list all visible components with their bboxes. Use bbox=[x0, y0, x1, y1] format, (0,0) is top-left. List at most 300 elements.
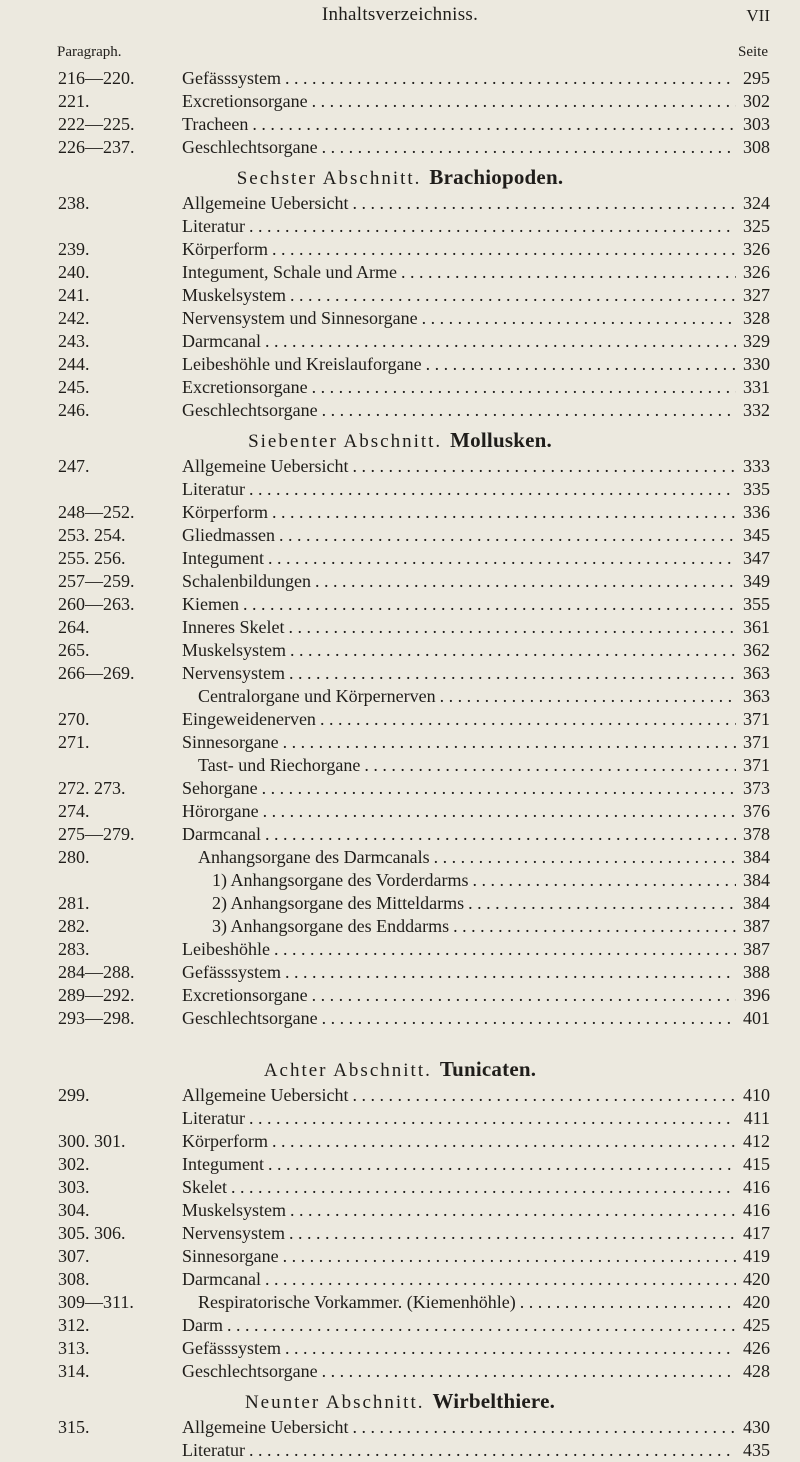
toc-entry[interactable] bbox=[0, 284, 800, 307]
paragraph-number: 247. bbox=[58, 456, 90, 476]
toc-entry[interactable] bbox=[0, 1291, 800, 1314]
paragraph-number: 241. bbox=[58, 285, 90, 305]
entry-label: Inneres Skelet bbox=[182, 617, 285, 637]
paragraph-number: 272. 273. bbox=[58, 778, 126, 798]
toc-entry[interactable] bbox=[0, 1107, 800, 1130]
dot-leader bbox=[320, 708, 736, 731]
entry-label: Muskelsystem bbox=[182, 640, 287, 660]
paragraph-number: 275—279. bbox=[58, 824, 135, 844]
section-heading bbox=[0, 1383, 800, 1416]
page-reference: 335 bbox=[743, 479, 770, 499]
entry-label: Integument bbox=[182, 548, 264, 568]
entry-label: Sinnesorgane bbox=[182, 1246, 279, 1266]
page-reference: 333 bbox=[743, 456, 770, 476]
dot-leader bbox=[268, 547, 736, 570]
dot-leader bbox=[265, 823, 736, 846]
paragraph-number: 226—237. bbox=[58, 137, 135, 157]
toc-entry[interactable] bbox=[0, 307, 800, 330]
dot-leader bbox=[285, 1337, 736, 1360]
entry-line bbox=[182, 777, 770, 800]
toc-entry[interactable] bbox=[0, 1130, 800, 1153]
entry-label: Darm bbox=[182, 1315, 223, 1335]
paragraph-number: 293—298. bbox=[58, 1008, 135, 1028]
entry-label: Tracheen bbox=[182, 114, 249, 134]
page-reference: 349 bbox=[743, 571, 770, 591]
entry-label: 3) Anhangsorgane des Enddarms bbox=[212, 916, 450, 936]
dot-leader bbox=[401, 261, 736, 284]
toc-entry[interactable] bbox=[0, 777, 800, 800]
entry-label: Körperform bbox=[182, 502, 268, 522]
section-number: Siebenter Abschnitt. bbox=[248, 431, 443, 452]
page-reference: 328 bbox=[743, 308, 770, 328]
entry-line bbox=[182, 961, 770, 984]
entry-label: Gefässsystem bbox=[182, 1338, 281, 1358]
entry-label: Excretionsorgane bbox=[182, 91, 308, 111]
entry-line bbox=[182, 192, 770, 215]
dot-leader bbox=[422, 307, 736, 330]
paragraph-number: 246. bbox=[58, 400, 90, 420]
page-reference: 371 bbox=[743, 732, 770, 752]
dot-leader bbox=[440, 685, 736, 708]
entry-label: Sehorgane bbox=[182, 778, 258, 798]
toc-entry[interactable] bbox=[0, 524, 800, 547]
dot-leader bbox=[453, 915, 736, 938]
toc-entry[interactable] bbox=[0, 399, 800, 422]
dot-leader bbox=[520, 1291, 736, 1314]
entry-line bbox=[182, 708, 770, 731]
entry-line bbox=[212, 915, 770, 938]
section-title: Mollusken. bbox=[450, 428, 552, 452]
dot-leader bbox=[364, 754, 736, 777]
paragraph-number: 274. bbox=[58, 801, 90, 821]
page-reference: 327 bbox=[743, 285, 770, 305]
toc-entry[interactable] bbox=[0, 1222, 800, 1245]
page-column-heading: Seite bbox=[738, 44, 768, 60]
entry-label: Muskelsystem bbox=[182, 285, 287, 305]
entry-line bbox=[182, 593, 770, 616]
entry-label: Excretionsorgane bbox=[182, 985, 308, 1005]
paragraph-number: 303. bbox=[58, 1177, 90, 1197]
toc-entry[interactable] bbox=[0, 869, 800, 892]
toc-entry[interactable] bbox=[0, 685, 800, 708]
entry-line bbox=[182, 330, 770, 353]
entry-line bbox=[182, 662, 770, 685]
dot-leader bbox=[262, 777, 736, 800]
paragraph-number: 216—220. bbox=[58, 68, 135, 88]
entry-line bbox=[182, 376, 770, 399]
toc-entry[interactable] bbox=[0, 1360, 800, 1383]
entry-label: Literatur bbox=[182, 1108, 245, 1128]
entry-line bbox=[182, 570, 770, 593]
entry-line bbox=[182, 1107, 770, 1130]
entry-line bbox=[182, 136, 770, 159]
page-reference: 376 bbox=[743, 801, 770, 821]
toc-entry[interactable] bbox=[0, 547, 800, 570]
entry-label: Allgemeine Uebersicht bbox=[182, 1085, 349, 1105]
entry-label: Integument bbox=[182, 1154, 264, 1174]
entry-label: Skelet bbox=[182, 1177, 227, 1197]
paragraph-number: 260—263. bbox=[58, 594, 135, 614]
page-reference: 361 bbox=[743, 617, 770, 637]
entry-line bbox=[182, 823, 770, 846]
toc-entry[interactable] bbox=[0, 961, 800, 984]
entry-line bbox=[182, 1176, 770, 1199]
page-reference: 416 bbox=[743, 1200, 770, 1220]
entry-label: Sinnesorgane bbox=[182, 732, 279, 752]
toc-entry[interactable] bbox=[0, 1337, 800, 1360]
dot-leader bbox=[468, 892, 736, 915]
toc-entry[interactable] bbox=[0, 570, 800, 593]
paragraph-number: 302. bbox=[58, 1154, 90, 1174]
entry-line bbox=[182, 616, 770, 639]
entry-label: Eingeweidenerven bbox=[182, 709, 316, 729]
entry-line bbox=[182, 284, 770, 307]
dot-leader bbox=[249, 215, 736, 238]
dot-leader bbox=[274, 938, 736, 961]
dot-leader bbox=[290, 1199, 736, 1222]
dot-leader bbox=[283, 731, 736, 754]
section-number: Sechster Abschnitt. bbox=[236, 168, 422, 189]
column-headings bbox=[0, 44, 800, 66]
toc-entry[interactable] bbox=[0, 238, 800, 261]
entry-label: Integument, Schale und Arme bbox=[182, 262, 397, 282]
paragraph-number: 270. bbox=[58, 709, 90, 729]
entry-line bbox=[198, 846, 770, 869]
entry-line bbox=[212, 869, 770, 892]
entry-line bbox=[182, 67, 770, 90]
page-number: VII bbox=[746, 6, 770, 25]
paragraph-number: 308. bbox=[58, 1269, 90, 1289]
toc-entry[interactable] bbox=[0, 192, 800, 215]
entry-line bbox=[182, 1360, 770, 1383]
toc-entry[interactable] bbox=[0, 455, 800, 478]
section-title: Wirbelthiere. bbox=[432, 1389, 556, 1413]
entry-label: 2) Anhangsorgane des Mitteldarms bbox=[212, 893, 465, 913]
toc-entry[interactable] bbox=[0, 800, 800, 823]
table-of-contents bbox=[0, 67, 800, 1462]
entry-line bbox=[182, 238, 770, 261]
entry-line bbox=[182, 1130, 770, 1153]
toc-entry[interactable] bbox=[0, 353, 800, 376]
toc-entry[interactable] bbox=[0, 136, 800, 159]
entry-line bbox=[182, 547, 770, 570]
paragraph-number: 313. bbox=[58, 1338, 90, 1358]
paragraph-number: 255. 256. bbox=[58, 548, 126, 568]
paragraph-number: 265. bbox=[58, 640, 90, 660]
toc-entry[interactable] bbox=[0, 1314, 800, 1337]
section-gap bbox=[0, 1030, 800, 1051]
toc-entry[interactable] bbox=[0, 754, 800, 777]
toc-entry[interactable] bbox=[0, 1176, 800, 1199]
dot-leader bbox=[272, 501, 736, 524]
page-reference: 345 bbox=[743, 525, 770, 545]
page-reference: 435 bbox=[743, 1440, 770, 1460]
page-reference: 384 bbox=[743, 870, 770, 890]
dot-leader bbox=[312, 984, 736, 1007]
dot-leader bbox=[434, 846, 736, 869]
section-heading bbox=[0, 159, 800, 192]
toc-entry[interactable] bbox=[0, 501, 800, 524]
toc-entry[interactable] bbox=[0, 113, 800, 136]
paragraph-number: 244. bbox=[58, 354, 90, 374]
dot-leader bbox=[322, 399, 736, 422]
toc-entry[interactable] bbox=[0, 731, 800, 754]
entry-label: Nervensystem und Sinnesorgane bbox=[182, 308, 418, 328]
entry-line bbox=[182, 1245, 770, 1268]
dot-leader bbox=[322, 1360, 736, 1383]
entry-label: Gefässsystem bbox=[182, 68, 281, 88]
entry-line bbox=[212, 892, 770, 915]
toc-entry[interactable] bbox=[0, 1199, 800, 1222]
dot-leader bbox=[263, 800, 736, 823]
toc-entry[interactable] bbox=[0, 616, 800, 639]
page-reference: 425 bbox=[743, 1315, 770, 1335]
page-reference: 332 bbox=[743, 400, 770, 420]
dot-leader bbox=[285, 67, 736, 90]
entry-label: Geschlechtsorgane bbox=[182, 1361, 318, 1381]
entry-line bbox=[198, 685, 770, 708]
toc-entry[interactable] bbox=[0, 892, 800, 915]
entry-line bbox=[182, 1416, 770, 1439]
entry-label: Geschlechtsorgane bbox=[182, 137, 318, 157]
entry-label: Respiratorische Vorkammer. (Kiemenhöhle) bbox=[198, 1292, 516, 1312]
paragraph-number: 257—259. bbox=[58, 571, 135, 591]
toc-entry[interactable] bbox=[0, 846, 800, 869]
page-reference: 355 bbox=[743, 594, 770, 614]
page-reference: 308 bbox=[743, 137, 770, 157]
page-reference: 330 bbox=[743, 354, 770, 374]
dot-leader bbox=[243, 593, 736, 616]
dot-leader bbox=[426, 353, 736, 376]
dot-leader bbox=[227, 1314, 736, 1337]
toc-entry[interactable] bbox=[0, 478, 800, 501]
toc-entry[interactable] bbox=[0, 823, 800, 846]
toc-entry[interactable] bbox=[0, 1268, 800, 1291]
page-reference: 401 bbox=[743, 1008, 770, 1028]
toc-entry[interactable] bbox=[0, 215, 800, 238]
entry-line bbox=[182, 501, 770, 524]
paragraph-number: 248—252. bbox=[58, 502, 135, 522]
toc-entry[interactable] bbox=[0, 261, 800, 284]
page-reference: 384 bbox=[743, 847, 770, 867]
page-reference: 326 bbox=[743, 239, 770, 259]
page-reference: 420 bbox=[743, 1269, 770, 1289]
toc-entry[interactable] bbox=[0, 330, 800, 353]
entry-label: Allgemeine Uebersicht bbox=[182, 1417, 349, 1437]
entry-line bbox=[182, 938, 770, 961]
entry-line bbox=[182, 1153, 770, 1176]
dot-leader bbox=[315, 570, 736, 593]
paragraph-number: 283. bbox=[58, 939, 90, 959]
toc-entry[interactable] bbox=[0, 938, 800, 961]
page-reference: 412 bbox=[743, 1131, 770, 1151]
page-reference: 373 bbox=[743, 778, 770, 798]
entry-line bbox=[182, 1314, 770, 1337]
toc-entry[interactable] bbox=[0, 1245, 800, 1268]
page-reference: 430 bbox=[743, 1417, 770, 1437]
toc-entry[interactable] bbox=[0, 90, 800, 113]
dot-leader bbox=[272, 1130, 736, 1153]
paragraph-number: 315. bbox=[58, 1417, 90, 1437]
toc-entry[interactable] bbox=[0, 1084, 800, 1107]
section-title: Brachiopoden. bbox=[429, 165, 564, 189]
running-header bbox=[0, 4, 800, 30]
page-reference: 303 bbox=[743, 114, 770, 134]
toc-entry[interactable] bbox=[0, 662, 800, 685]
entry-line bbox=[182, 1222, 770, 1245]
page-reference: 324 bbox=[743, 193, 770, 213]
entry-label: Nervensystem bbox=[182, 663, 285, 683]
page-reference: 347 bbox=[743, 548, 770, 568]
toc-entry[interactable] bbox=[0, 67, 800, 90]
toc-entry[interactable] bbox=[0, 1416, 800, 1439]
paragraph-number: 264. bbox=[58, 617, 90, 637]
section-heading bbox=[0, 1051, 800, 1084]
paragraph-number: 314. bbox=[58, 1361, 90, 1381]
entry-label: Literatur bbox=[182, 479, 245, 499]
toc-entry[interactable] bbox=[0, 593, 800, 616]
entry-label: Geschlechtsorgane bbox=[182, 400, 318, 420]
page-reference: 331 bbox=[743, 377, 770, 397]
toc-entry[interactable] bbox=[0, 1007, 800, 1030]
toc-entry[interactable] bbox=[0, 376, 800, 399]
toc-entry[interactable] bbox=[0, 708, 800, 731]
dot-leader bbox=[352, 455, 736, 478]
page-reference: 417 bbox=[743, 1223, 770, 1243]
entry-line bbox=[182, 215, 770, 238]
running-title: Inhaltsverzeichniss. bbox=[321, 4, 479, 25]
entry-line bbox=[182, 1439, 770, 1462]
paragraph-number: 300. 301. bbox=[58, 1131, 126, 1151]
entry-line bbox=[182, 307, 770, 330]
page-reference: 325 bbox=[743, 216, 770, 236]
dot-leader bbox=[322, 136, 736, 159]
dot-leader bbox=[288, 616, 736, 639]
dot-leader bbox=[285, 961, 736, 984]
paragraph-column-heading: Paragraph. bbox=[57, 44, 122, 60]
dot-leader bbox=[268, 1153, 736, 1176]
toc-entry[interactable] bbox=[0, 639, 800, 662]
entry-line bbox=[182, 353, 770, 376]
entry-label: Gliedmassen bbox=[182, 525, 275, 545]
page-reference: 388 bbox=[743, 962, 770, 982]
page-reference: 384 bbox=[743, 893, 770, 913]
entry-line bbox=[182, 731, 770, 754]
dot-leader bbox=[272, 238, 736, 261]
entry-label: Excretionsorgane bbox=[182, 377, 308, 397]
paragraph-number: 281. bbox=[58, 893, 90, 913]
toc-entry[interactable] bbox=[0, 915, 800, 938]
page-reference: 387 bbox=[743, 939, 770, 959]
section-title: Tunicaten. bbox=[439, 1057, 537, 1081]
entry-label: Literatur bbox=[182, 216, 245, 236]
paragraph-number: 253. 254. bbox=[58, 525, 126, 545]
page-reference: 420 bbox=[743, 1292, 770, 1312]
entry-label: Centralorgane und Körpernerven bbox=[198, 686, 436, 706]
entry-line bbox=[182, 1337, 770, 1360]
page-reference: 295 bbox=[743, 68, 770, 88]
paragraph-number: 245. bbox=[58, 377, 90, 397]
paragraph-number: 307. bbox=[58, 1246, 90, 1266]
page-reference: 362 bbox=[743, 640, 770, 660]
paragraph-number: 305. 306. bbox=[58, 1223, 126, 1243]
paragraph-number: 304. bbox=[58, 1200, 90, 1220]
page-reference: 396 bbox=[743, 985, 770, 1005]
entry-line bbox=[198, 1291, 770, 1314]
dot-leader bbox=[352, 192, 736, 215]
page-reference: 428 bbox=[743, 1361, 770, 1381]
entry-line bbox=[182, 90, 770, 113]
paragraph-number: 289—292. bbox=[58, 985, 135, 1005]
page-reference: 371 bbox=[743, 709, 770, 729]
entry-label: Tast- und Riechorgane bbox=[198, 755, 361, 775]
entry-label: Geschlechtsorgane bbox=[182, 1008, 318, 1028]
page-reference: 371 bbox=[743, 755, 770, 775]
dot-leader bbox=[249, 1107, 736, 1130]
paragraph-number: 221. bbox=[58, 91, 90, 111]
dot-leader bbox=[252, 113, 736, 136]
entry-label: Darmcanal bbox=[182, 1269, 261, 1289]
toc-entry[interactable] bbox=[0, 1153, 800, 1176]
entry-line bbox=[198, 754, 770, 777]
dot-leader bbox=[279, 524, 736, 547]
page-reference: 419 bbox=[743, 1246, 770, 1266]
dot-leader bbox=[290, 284, 736, 307]
page-reference: 326 bbox=[743, 262, 770, 282]
section-number: Achter Abschnitt. bbox=[263, 1060, 432, 1081]
page-reference: 410 bbox=[743, 1085, 770, 1105]
paragraph-number: 266—269. bbox=[58, 663, 135, 683]
paragraph-number: 222—225. bbox=[58, 114, 135, 134]
toc-entry[interactable] bbox=[0, 1439, 800, 1462]
dot-leader bbox=[289, 662, 736, 685]
entry-label: Muskelsystem bbox=[182, 1200, 287, 1220]
page-reference: 411 bbox=[743, 1108, 770, 1128]
entry-label: Kiemen bbox=[182, 594, 239, 614]
entry-line bbox=[182, 261, 770, 284]
entry-line bbox=[182, 1084, 770, 1107]
page-reference: 416 bbox=[743, 1177, 770, 1197]
paragraph-number: 242. bbox=[58, 308, 90, 328]
dot-leader bbox=[231, 1176, 736, 1199]
entry-label: Allgemeine Uebersicht bbox=[182, 456, 349, 476]
paragraph-number: 240. bbox=[58, 262, 90, 282]
entry-label: Leibeshöhle und Kreislauforgane bbox=[182, 354, 422, 374]
dot-leader bbox=[249, 478, 736, 501]
page-reference: 329 bbox=[743, 331, 770, 351]
entry-label: Körperform bbox=[182, 239, 268, 259]
paragraph-number: 238. bbox=[58, 193, 90, 213]
entry-label: Nervensystem bbox=[182, 1223, 285, 1243]
paragraph-number: 239. bbox=[58, 239, 90, 259]
entry-line bbox=[182, 1268, 770, 1291]
page-reference: 426 bbox=[743, 1338, 770, 1358]
entry-line bbox=[182, 1007, 770, 1030]
paragraph-number: 284—288. bbox=[58, 962, 135, 982]
entry-line bbox=[182, 399, 770, 422]
entry-line bbox=[182, 984, 770, 1007]
entry-label: Darmcanal bbox=[182, 331, 261, 351]
dot-leader bbox=[265, 1268, 736, 1291]
page-reference: 363 bbox=[743, 663, 770, 683]
entry-label: Leibeshöhle bbox=[182, 939, 270, 959]
paragraph-number: 243. bbox=[58, 331, 90, 351]
entry-label: 1) Anhangsorgane des Vorderdarms bbox=[212, 870, 469, 890]
paragraph-number: 309—311. bbox=[58, 1292, 134, 1312]
entry-label: Schalenbildungen bbox=[182, 571, 311, 591]
toc-entry[interactable] bbox=[0, 984, 800, 1007]
entry-label: Körperform bbox=[182, 1131, 268, 1151]
